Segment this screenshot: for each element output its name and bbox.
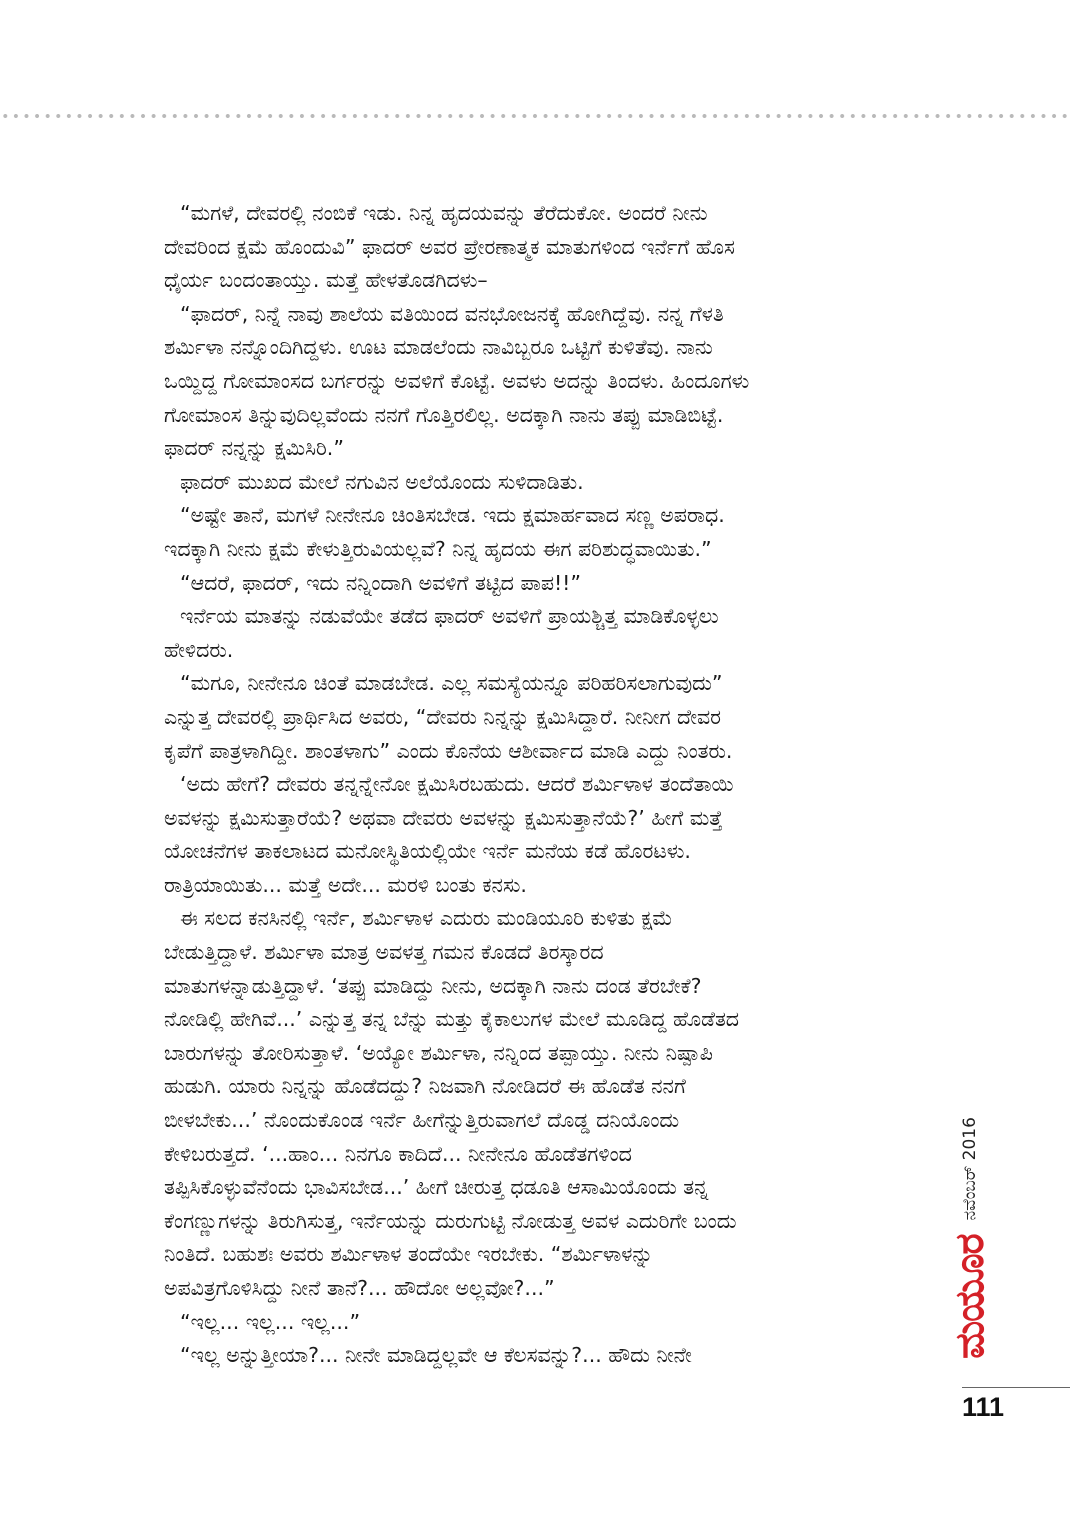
text-line: ರಾತ್ರಿಯಾಯಿತು... ಮತ್ತೆ ಅದೇ... ಮರಳಿ ಬಂತು ಕನಸು. xyxy=(164,872,527,897)
text-line: “ಆದರೆ, ಫಾದರ್, ಇದು ನನ್ನಿಂದಾಗಿ ಅವಳಿಗೆ ತಟ್ಟಿದ ಪಾಪ!!” xyxy=(180,570,582,595)
text-line: ಇದಕ್ಕಾಗಿ ನೀನು ಕ್ಷಮೆ ಕೇಳುತ್ತಿರುವಿಯಲ್ಲವೆ? ನಿನ್ನ ಹೃದಯ ಈಗ ಪರಿಶುದ್ಧವಾಯಿತು.” xyxy=(164,536,712,561)
text-line: “ಇಲ್ಲ... ಇಲ್ಲ... ಇಲ್ಲ...” xyxy=(180,1309,361,1334)
text-line: “ಮಗಳೆ, ದೇವರಲ್ಲಿ ನಂಬಿಕೆ ಇಡು. ನಿನ್ನ ಹೃದಯವನ್ನು ತೆರೆದುಕೋ. ಅಂದರೆ ನೀನು xyxy=(180,201,708,225)
text-line: “ಇಲ್ಲ ಅನ್ನುತ್ತೀಯಾ?... ನೀನೇ ಮಾಡಿದ್ದಲ್ಲವೇ ಆ ಕೆಲಸವನ್ನು?... ಹೌದು ನೀನೇ xyxy=(180,1343,692,1368)
text-line: ನೋಡಿಲ್ಲಿ ಹೇಗಿವೆ...’ ಎನ್ನುತ್ತ ತನ್ನ ಬೆನ್ನು ಮತ್ತು ಕೈಕಾಲುಗಳ ಮೇಲೆ ಮೂಡಿದ್ದ ಹೊಡೆತದ xyxy=(164,1007,740,1032)
text-line: ಅಪವಿತ್ರಗೊಳಿಸಿದ್ದು ನೀನೆ ತಾನೆ?... ಹೌದೋ ಅಲ್ಲವೋ?...” xyxy=(164,1276,555,1300)
text-line: ನಿಂತಿದೆ. ಬಹುಶಃ ಅವರು ಶರ್ಮಿಳಾಳ ತಂದೆಯೇ ಇರಬೇಕು. “ಶರ್ಮಿಳಾಳನ್ನು xyxy=(164,1242,654,1267)
text-line: ಈ ಸಲದ ಕನಸಿನಲ್ಲಿ ಇರ್ನೆ, ಶರ್ಮಿಳಾಳ ಎದುರು ಮಂಡಿಯೂರಿ ಕುಳಿತು ಕ್ಷಮೆ xyxy=(180,906,673,931)
text-line: ಎನ್ನುತ್ತ ದೇವರಲ್ಲಿ ಪ್ರಾರ್ಥಿಸಿದ ಅವರು, “ದೇವರು ನಿನ್ನನ್ನು ಕ್ಷಮಿಸಿದ್ದಾರೆ. ನೀನೀಗ ದೇವರ xyxy=(164,704,722,729)
text-line: “ಫಾದರ್, ನಿನ್ನೆ ನಾವು ಶಾಲೆಯ ವತಿಯಿಂದ ವನಭೋಜನಕ್ಕೆ ಹೋಗಿದ್ದೆವು. ನನ್ನ ಗೆಳತಿ xyxy=(180,301,724,326)
page-number: 111 xyxy=(962,1392,1005,1422)
text-line: ಹುಡುಗಿ. ಯಾರು ನಿನ್ನನ್ನು ಹೊಡೆದದ್ದು? ನಿಜವಾಗಿ ನೋಡಿದರೆ ಈ ಹೊಡೆತ ನನಗೆ xyxy=(164,1074,686,1099)
text-line: ಅವಳನ್ನು ಕ್ಷಮಿಸುತ್ತಾರೆಯೆ? ಅಥವಾ ದೇವರು ಅವಳನ್ನು ಕ್ಷಮಿಸುತ್ತಾನೆಯೆ?’ ಹೀಗೆ ಮತ್ತೆ xyxy=(164,805,723,830)
text-line: ಇರ್ನೆಯ ಮಾತನ್ನು ನಡುವೆಯೇ ತಡೆದ ಫಾದರ್ ಅವಳಿಗೆ ಪ್ರಾಯಶ್ಚಿತ್ತ ಮಾಡಿಕೊಳ್ಳಲು xyxy=(180,604,719,629)
text-line: ಫಾದರ್ ಮುಖದ ಮೇಲೆ ನಗುವಿನ ಅಲೆಯೊಂದು ಸುಳಿದಾಡಿತು. xyxy=(180,469,584,494)
text-line: ಶರ್ಮಿಳಾ ನನ್ನೊಂದಿಗಿದ್ದಳು. ಊಟ ಮಾಡಲೆಂದು ನಾವಿಬ್ಬರೂ ಒಟ್ಟಿಗೆ ಕುಳಿತೆವು. ನಾನು xyxy=(164,335,713,360)
text-line: ಕೇಳಿಬರುತ್ತದೆ. ‘...ಹಾಂ... ನಿನಗೂ ಕಾದಿದೆ... ನೀನೇನೂ ಹೊಡೆತಗಳಿಂದ xyxy=(164,1141,632,1166)
text-line: ಧೈರ್ಯ ಬಂದಂತಾಯ್ತು. ಮತ್ತೆ ಹೇಳತೊಡಗಿದಳು– xyxy=(164,268,488,293)
magazine-logo: ಮಯೂರ xyxy=(947,1234,993,1359)
text-line: ಮಾತುಗಳನ್ನಾಡುತ್ತಿದ್ದಾಳೆ. ‘ತಪ್ಪು ಮಾಡಿದ್ದು ನೀನು, ಅದಕ್ಕಾಗಿ ನಾನು ದಂಡ ತೆರಬೇಕೆ? xyxy=(164,973,702,998)
text-line: ದೇವರಿಂದ ಕ್ಷಮೆ ಹೊಂದುವಿ” ಫಾದರ್ ಅವರ ಪ್ರೇರಣಾತ್ಮಕ ಮಾತುಗಳಿಂದ ಇರ್ನೆಗೆ ಹೊಸ xyxy=(164,234,735,259)
text-line: ಒಯ್ದಿದ್ದ ಗೋಮಾಂಸದ ಬರ್ಗರನ್ನು ಅವಳಿಗೆ ಕೊಟ್ಟೆ. ಅವಳು ಅದನ್ನು ತಿಂದಳು. ಹಿಂದೂಗಳು xyxy=(164,368,750,393)
text-line: ಕೃಪೆಗೆ ಪಾತ್ರಳಾಗಿದ್ದೀ. ಶಾಂತಳಾಗು” ಎಂದು ಕೊನೆಯ ಆಶೀರ್ವಾದ ಮಾಡಿ ಎದ್ದು ನಿಂತರು. xyxy=(164,738,733,763)
article-body xyxy=(164,197,904,1373)
folio-rule xyxy=(962,1387,1070,1388)
magazine-side-label xyxy=(930,1098,1010,1378)
dotted-header-rule xyxy=(0,113,1072,119)
text-line: ಗೋಮಾಂಸ ತಿನ್ನುವುದಿಲ್ಲವೆಂದು ನನಗೆ ಗೊತ್ತಿರಲಿಲ್ಲ. ಅದಕ್ಕಾಗಿ ನಾನು ತಪ್ಪು ಮಾಡಿಬಿಟ್ಟೆ. xyxy=(164,402,724,427)
text-line: ಯೋಚನೆಗಳ ತಾಕಲಾಟದ ಮನೋಸ್ಥಿತಿಯಲ್ಲಿಯೇ ಇರ್ನೆ ಮನೆಯ ಕಡೆ ಹೊರಟಳು. xyxy=(164,839,691,864)
text-line: “ಅಷ್ಟೇ ತಾನೆ, ಮಗಳೆ ನೀನೇನೂ ಚಿಂತಿಸಬೇಡ. ಇದು ಕ್ಷಮಾರ್ಹವಾದ ಸಣ್ಣ ಅಪರಾಧ. xyxy=(180,503,725,528)
text-line: ಹೇಳಿದರು. xyxy=(164,637,234,662)
text-line: ಬಾರುಗಳನ್ನು ತೋರಿಸುತ್ತಾಳೆ. ‘ಅಯ್ಯೋ ಶರ್ಮಿಳಾ, ನನ್ನಿಂದ ತಪ್ಪಾಯ್ತು. ನೀನು ನಿಷ್ಪಾಪಿ xyxy=(164,1040,713,1065)
text-line: ಕೆಂಗಣ್ಣುಗಳನ್ನು ತಿರುಗಿಸುತ್ತ, ಇರ್ನೆಯನ್ನು ದುರುಗುಟ್ಟಿ ನೋಡುತ್ತ ಅವಳ ಎದುರಿಗೇ ಬಂದು xyxy=(164,1208,737,1233)
text-line: ಬೀಳಬೇಕು...’ ನೊಂದುಕೊಂಡ ಇರ್ನೆ ಹೀಗೆನ್ನುತ್ತಿರುವಾಗಲೆ ದೊಡ್ಡ ದನಿಯೊಂದು xyxy=(164,1108,680,1133)
text-line: ಫಾದರ್ ನನ್ನನ್ನು ಕ್ಷಮಿಸಿರಿ.” xyxy=(164,436,344,461)
text-line: “ಮಗೂ, ನೀನೇನೂ ಚಿಂತೆ ಮಾಡಬೇಡ. ಎಲ್ಲ ಸಮಸ್ಯೆಯನ್ನೂ ಪರಿಹರಿಸಲಾಗುವುದು” xyxy=(180,671,723,696)
issue-date: ನವೆಂಬರ್ 2016 xyxy=(960,1117,980,1221)
text-line: ಬೇಡುತ್ತಿದ್ದಾಳೆ. ಶರ್ಮಿಳಾ ಮಾತ್ರ ಅವಳತ್ತ ಗಮನ ಕೊಡದೆ ತಿರಸ್ಕಾರದ xyxy=(164,940,604,965)
text-line: ‘ಅದು ಹೇಗೆ? ದೇವರು ತನ್ನನ್ನೇನೋ ಕ್ಷಮಿಸಿರಬಹುದು. ಆದರೆ ಶರ್ಮಿಳಾಳ ತಂದೆತಾಯಿ xyxy=(180,772,734,797)
text-line: ತಪ್ಪಿಸಿಕೊಳ್ಳುವೆನೆಂದು ಭಾವಿಸಬೇಡ...’ ಹೀಗೆ ಚೀರುತ್ತ ಧಡೂತಿ ಆಸಾಮಿಯೊಂದು ತನ್ನ xyxy=(164,1175,709,1200)
